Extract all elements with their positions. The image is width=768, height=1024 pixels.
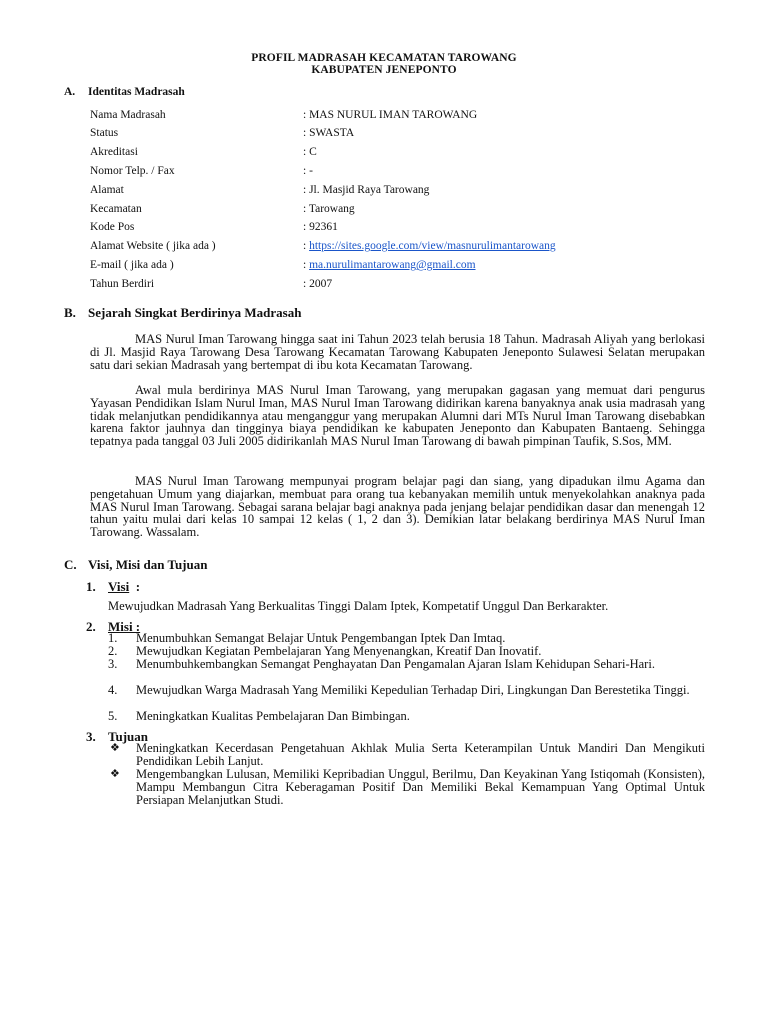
- identity-value-alamat: : Jl. Masjid Raya Tarowang: [303, 184, 430, 196]
- history-paragraph-1: [90, 333, 705, 371]
- website-prefix: :: [303, 240, 310, 252]
- misi-item-number: 5.: [108, 709, 118, 723]
- misi-item: [108, 632, 705, 645]
- misi-item: [108, 658, 705, 671]
- section-c-title: Visi, Misi dan Tujuan: [88, 557, 208, 572]
- document-title-line2: KABUPATEN JENEPONTO: [311, 64, 457, 76]
- misi-item-text: Menumbuhkan Semangat Belajar Untuk Pengembangan Iptek Dan Imtaq.: [136, 631, 506, 645]
- identity-value-kecamatan: : Tarowang: [303, 203, 355, 215]
- identity-label-kodepos: Kode Pos: [90, 221, 135, 233]
- misi-item-text: Mewujudkan Warga Madrasah Yang Memiliki Kepedulian Terhadap Diri, Lingkungan Dan Berestetika Tinggi.: [136, 683, 690, 697]
- identity-label-email: E-mail ( jika ada ): [90, 259, 174, 271]
- tujuan-item-text: Meningkatkan Kecerdasan Pengetahuan Akhlak Mulia Serta Keterampilan Untuk Mandiri Dan Mengikuti Pendidikan Lebih Lanjut.: [136, 741, 705, 768]
- identity-value-website: [303, 240, 556, 252]
- misi-item: [108, 684, 705, 697]
- identity-label-alamat: Alamat: [90, 184, 124, 196]
- misi-label: Misi :: [108, 619, 141, 634]
- diamond-solid-bullet-icon: ❖: [110, 767, 120, 780]
- history-paragraph-3-text: MAS Nurul Iman Tarowang mempunyai program belajar pagi dan siang, yang dipadukan ilmu Agama dan pengetahuan Umum yang diajarkan, membuat para orang tua kebanyakan memilih untuk menyekolahkan anaknya pada MAS Nurul Iman Tarowang. Sebagai sarana belajar bagi anaknya pada jenjang belajar pendidikan dasar dan menengah 12 tahun yaitu mulai dari kelas 10 sampai 12 kelas ( 1, 2 dan 3). Demikian latar belakang berdirinya MAS Nurul Iman Tarowang. Wassalam.: [90, 474, 705, 540]
- identity-label-telp: Nomor Telp. / Fax: [90, 165, 175, 177]
- section-b-letter: B.: [64, 305, 76, 320]
- section-c-heading: [64, 557, 207, 573]
- identity-label-tahun: Tahun Berdiri: [90, 278, 155, 290]
- section-a-heading: [64, 86, 185, 98]
- misi-item-text: Mewujudkan Kegiatan Pembelajaran Yang Menyenangkan, Kreatif Dan Inovatif.: [136, 644, 542, 658]
- email-link[interactable]: ma.nurulimantarowang@gmail.com: [309, 259, 476, 271]
- identity-label-nama: Nama Madrasah: [90, 109, 166, 121]
- section-b-heading: [64, 305, 301, 321]
- tujuan-item: [108, 768, 705, 806]
- identity-value-kodepos: : 92361: [303, 221, 338, 233]
- identity-value-email: [303, 259, 476, 271]
- website-link[interactable]: https://sites.google.com/view/masnurulimantarowang: [309, 240, 556, 252]
- misi-item: [108, 645, 705, 658]
- visi-heading: [86, 579, 140, 595]
- misi-item-text: Meningkatkan Kualitas Pembelajaran Dan Bimbingan.: [136, 709, 410, 723]
- diamond-outline-bullet-icon: ❖: [110, 741, 120, 754]
- tujuan-item: [108, 742, 705, 768]
- identity-label-status: Status: [90, 127, 119, 139]
- identity-value-telp: : -: [303, 165, 313, 177]
- history-paragraph-2: [90, 384, 705, 448]
- misi-item-number: 4.: [108, 683, 118, 697]
- visi-number: 1.: [86, 579, 96, 594]
- identity-label-kecamatan: Kecamatan: [90, 203, 142, 215]
- section-a-letter: A.: [64, 86, 76, 98]
- misi-item-number: 1.: [108, 631, 118, 645]
- section-b-title: Sejarah Singkat Berdirinya Madrasah: [88, 305, 302, 320]
- misi-item: [108, 710, 705, 723]
- tujuan-label: Tujuan: [108, 729, 148, 744]
- misi-item-text: Menumbuhkembangkan Semangat Penghayatan Dan Pengamalan Ajaran Islam Kehidupan Sehari-Hari.: [136, 657, 655, 671]
- section-a-title: Identitas Madrasah: [88, 86, 185, 98]
- identity-value-status: : SWASTA: [303, 127, 355, 139]
- misi-item-number: 3.: [108, 657, 118, 671]
- visi-label-suffix: :: [129, 579, 141, 594]
- email-prefix: :: [303, 259, 310, 271]
- visi-text: Mewujudkan Madrasah Yang Berkualitas Tinggi Dalam Iptek, Kompetatif Unggul Dan Berkarakter.: [108, 599, 609, 613]
- history-paragraph-2-text: Awal mula berdirinya MAS Nurul Iman Tarowang, yang merupakan gagasan yang memuat dari pengurus Yayasan Pendidikan Islam Nurul Iman, MAS Nurul Iman Tarowang didirikan karena banyaknya anak usia madrasah yang tidak melanjutkan pendidikannya atau menganggur yang merupakan Alumni dari MTs Nurul Iman Tarowang disebabkan karena faktor jauhnya dan tingginya biaya pendidikan ke kabupaten Jeneponto dan Kabupaten Bantaeng. Sehingga tepatnya pada tanggal 03 Juli 2005 didirikanlah MAS Nurul Iman Tarowang di bawah pimpinan Taufik, S.Sos, MM.: [90, 383, 705, 449]
- misi-number: 2.: [86, 619, 96, 634]
- identity-label-akreditasi: Akreditasi: [90, 146, 138, 158]
- history-paragraph-3: [90, 475, 705, 539]
- tujuan-item-text: Mengembangkan Lulusan, Memiliki Kepribadian Unggul, Berilmu, Dan Keyakinan Yang Istiqomah (Konsisten), Mampu Membangun Citra Keberagaman Positif Dan Memiliki Bekal Kemampuan Yang Optimal Untuk Persiapan Melanjutkan Studi.: [136, 767, 705, 807]
- document-title-line1: PROFIL MADRASAH KECAMATAN TAROWANG: [251, 52, 517, 64]
- tujuan-number: 3.: [86, 729, 96, 744]
- visi-label: Visi: [108, 579, 130, 594]
- identity-value-nama: : MAS NURUL IMAN TAROWANG: [303, 109, 478, 121]
- misi-item-number: 2.: [108, 644, 118, 658]
- identity-value-tahun: : 2007: [303, 278, 333, 290]
- identity-label-website: Alamat Website ( jika ada ): [90, 240, 216, 252]
- identity-value-akreditasi: : C: [303, 146, 317, 158]
- history-paragraph-1-text: MAS Nurul Iman Tarowang hingga saat ini Tahun 2023 telah berusia 18 Tahun. Madrasah Aliyah yang berlokasi di Jl. Masjid Raya Tarowang Desa Tarowang Kecamatan Tarowang Kabupaten Jeneponto Sulawesi Selatan merupakan satu dari sekian Madrasah yang bertempat di ibu kota Kecamatan Tarowang.: [90, 332, 705, 372]
- section-c-letter: C.: [64, 557, 77, 572]
